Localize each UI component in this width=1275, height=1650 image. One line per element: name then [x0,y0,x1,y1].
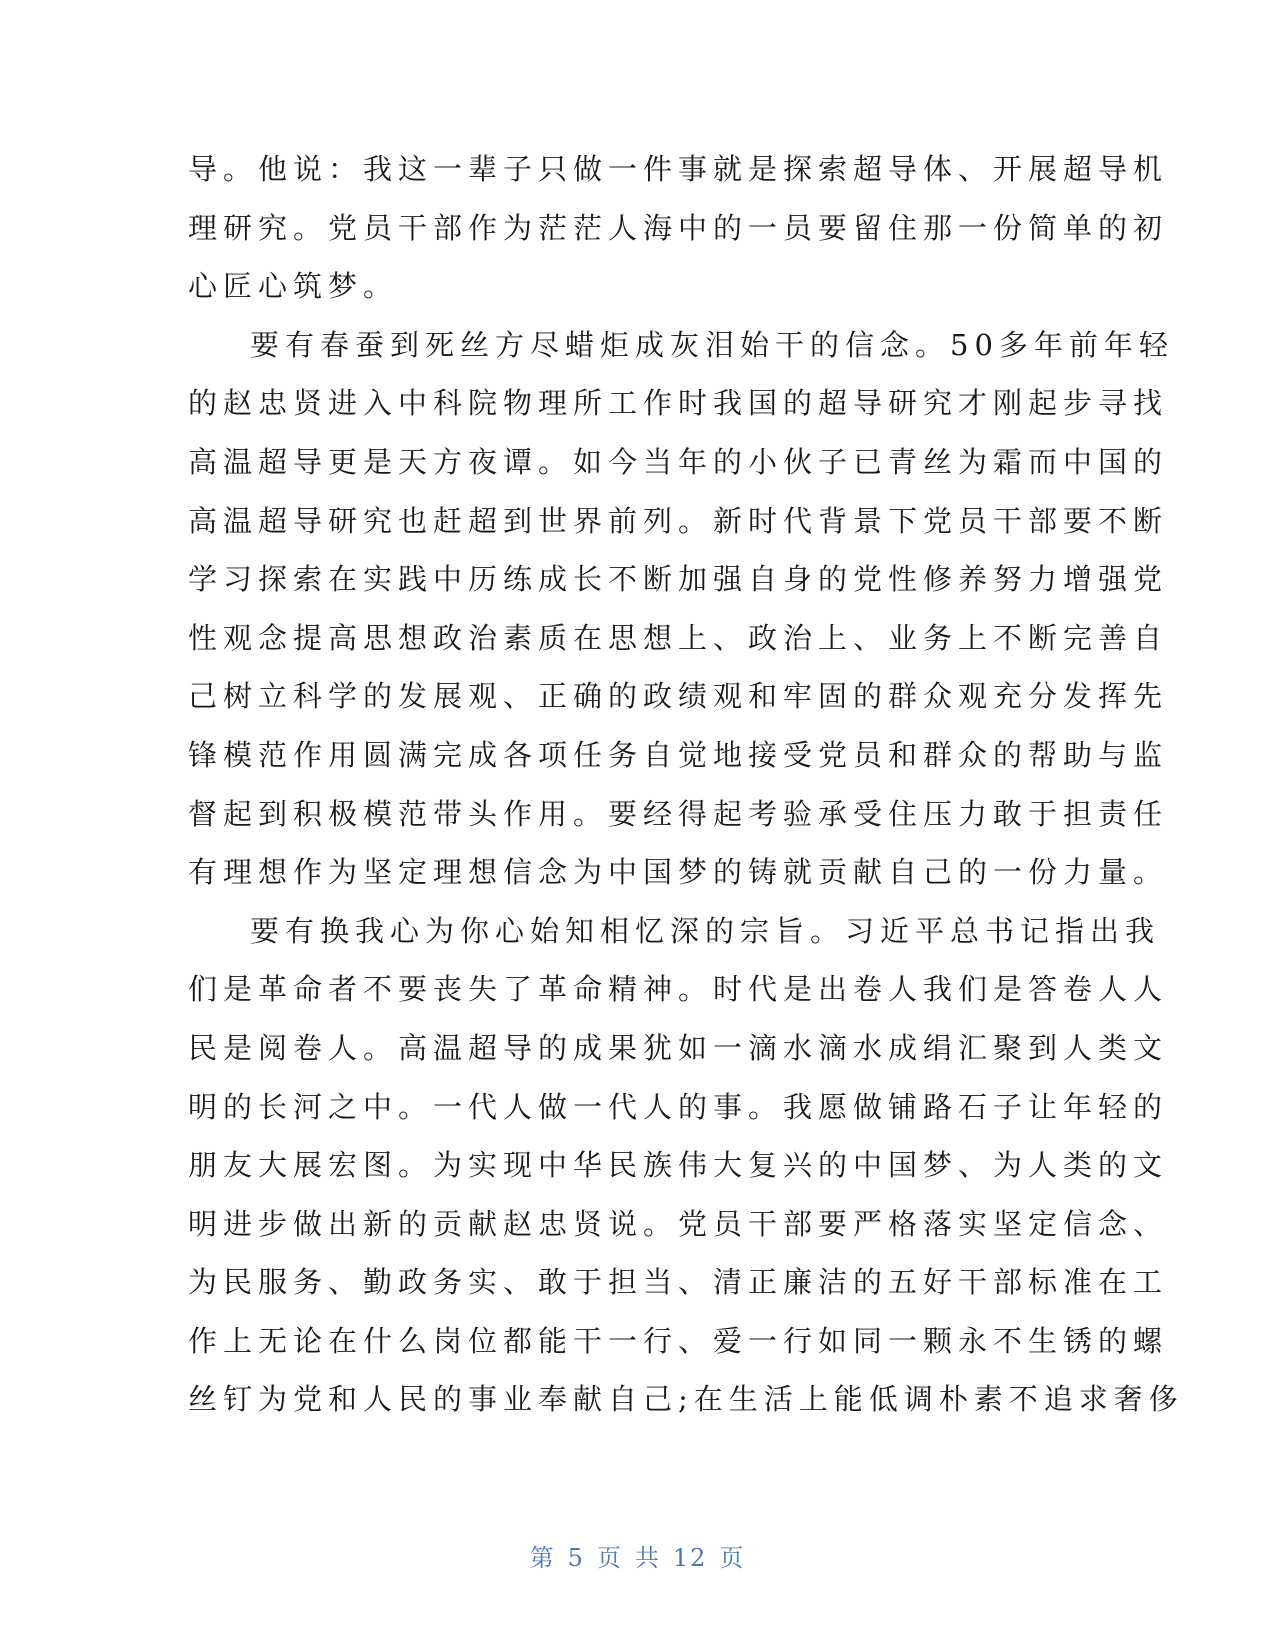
footer-suffix: 页 [719,1544,746,1572]
text-line: 学习探索在实践中历练成长不断加强自身的党性修养努力增强党 [188,562,1169,597]
text-line: 性观念提高思想政治素质在思想上、政治上、业务上不断完善自 [188,620,1169,655]
text-line: 有理想作为坚定理想信念为中国梦的铸就贡献自己的一份力量。 [188,855,1169,890]
text-line: 丝钉为党和人民的事业奉献自己;在生活上能低调朴素不追求奢侈 [188,1382,1184,1417]
text-line: 的赵忠贤进入中科院物理所工作时我国的超导研究才刚起步寻找 [188,386,1169,421]
text-line: 明进步做出新的贡献赵忠贤说。党员干部要严格落实坚定信念、 [188,1206,1169,1241]
text-line: 高温超导更是天方夜谭。如今当年的小伙子已青丝为霜而中国的 [188,444,1169,479]
text-line: 们是革命者不要丧失了革命精神。时代是出卷人我们是答卷人人 [188,972,1169,1007]
text-line: 督起到积极模范带头作用。要经得起考验承受住压力敢于担责任 [188,796,1169,831]
text-line: 理研究。党员干部作为茫茫人海中的一员要留住那一份简单的初 [188,210,1169,245]
footer-total-label: 共 [634,1544,661,1572]
text-line: 心匠心筑梦。 [188,269,399,304]
text-line: 己树立科学的发展观、正确的政绩观和牢固的群众观充分发挥先 [188,679,1169,714]
text-line: 明的长河之中。一代人做一代人的事。我愿做铺路石子让年轻的 [188,1089,1169,1124]
current-page-number: 5 [567,1544,585,1572]
text-line: 要有春蚕到死丝方尽蜡炬成灰泪始干的信念。50多年前年轻 [250,327,1174,362]
text-line: 高温超导研究也赶超到世界前列。新时代背景下党员干部要不断 [188,503,1169,538]
text-line: 锋模范作用圆满完成各项任务自觉地接受党员和群众的帮助与监 [188,737,1169,772]
footer-page-label: 页 [596,1544,623,1572]
footer-prefix: 第 [529,1544,556,1572]
text-line: 民是阅卷人。高温超导的成果犹如一滴水滴水成绢汇聚到人类文 [188,1030,1169,1065]
text-line: 导。他说：我这一辈子只做一件事就是探索超导体、开展超导机 [188,152,1169,186]
page-footer [0,1538,1275,1573]
text-line: 作上无论在什么岗位都能干一行、爱一行如同一颗永不生锈的螺 [188,1323,1169,1358]
document-body [188,140,1184,1429]
text-line: 要有换我心为你心始知相忆深的宗旨。习近平总书记指出我 [250,913,1161,948]
total-pages-number: 12 [672,1544,708,1572]
text-line: 为民服务、勤政务实、敢于担当、清正廉洁的五好干部标准在工 [188,1265,1169,1300]
text-line: 朋友大展宏图。为实现中华民族伟大复兴的中国梦、为人类的文 [188,1148,1169,1183]
